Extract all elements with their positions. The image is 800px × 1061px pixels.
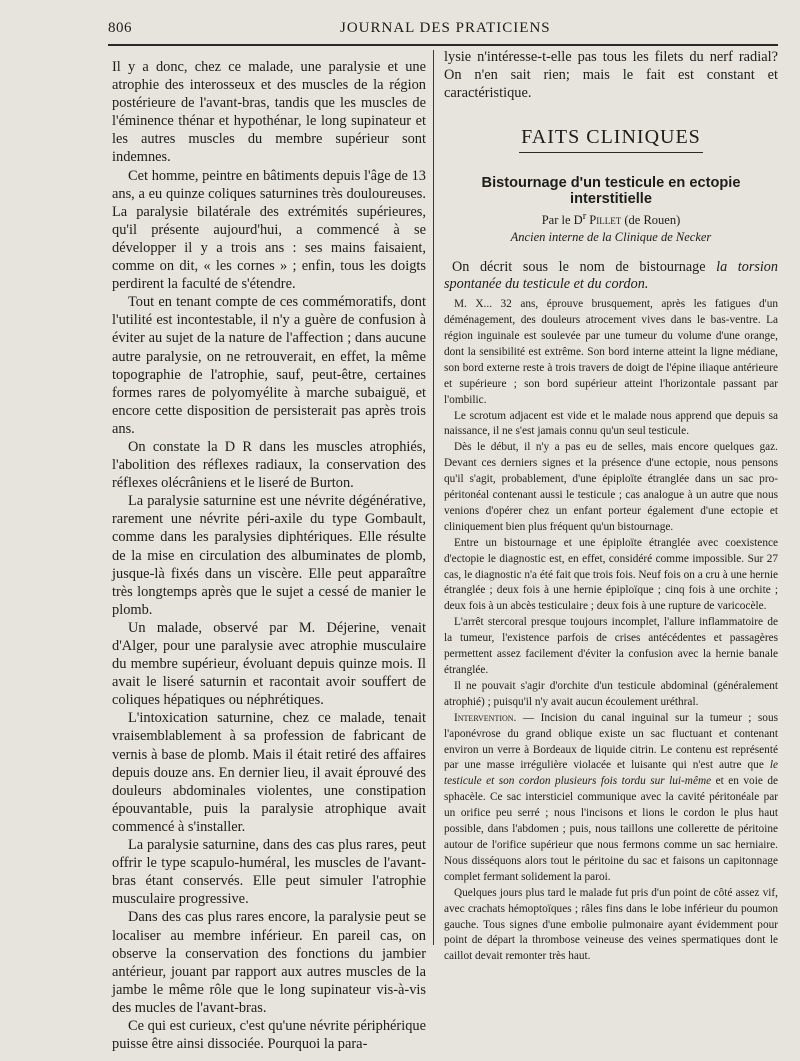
author-name: Pillet [589, 213, 622, 228]
intervention-paragraph [444, 711, 778, 886]
section-heading [444, 126, 778, 153]
right-column [444, 48, 778, 965]
left-paragraph-6: Un malade, observé par M. Déjerine, venait d'Alger, pour une paralysie avec atrophie musculaire du membre supérieur, évoluant depuis quinze mois. Il avait le liseré saturnin et racontait avoir souffert de coliques hépatiques ou néphrétiques. [112, 619, 426, 709]
header-rule [108, 44, 778, 46]
article-author [444, 211, 778, 228]
left-paragraph-10: Ce qui est curieux, c'est qu'une névrite périphérique puisse être ainsi dissociée. Pourquoi la para- [112, 1017, 426, 1053]
author-sup: r [582, 211, 587, 222]
page-header [108, 18, 778, 40]
left-paragraph-5: La paralysie saturnine est une névrite dégénérative, rarement une névrite péri-axile du type Gombault, comme dans les paralysies diphtériques. Elle résulte de la mise en circulation des albuminates de plomb, jusque-là fixés dans un viscère. Elle peut apparaître très longtemps après que le sujet a cessé de manier le plomb. [112, 493, 426, 618]
column-divider [433, 50, 434, 945]
intro-text: On décrit sous le nom de bistournage [452, 259, 717, 276]
article-title: Bistournage d'un testicule en ectopie interstitielle [481, 175, 741, 207]
case-paragraph-6: Il ne pouvait s'agir d'orchite d'un testicule abdominal (généralement atrophié) ; puisqu'il n'y avait aucun écoulement uréthral. [444, 679, 778, 708]
intervention-label: Intervention. [454, 711, 517, 724]
continuation-paragraph: lysie n'intéresse-t-elle pas tous les filets du nerf radial? On n'en sait rien; mais le fait est constant et caractéristique. [444, 49, 778, 101]
case-paragraph-4: Entre un bistournage et une épiploïte étranglée avec coexistence d'ectopie le diagnostic est, en effet, considéré comme impossible. Sur 27 cas, le diagnostic n'a été fait que trois fois. Neuf fois on a cru à une hernie étranglée ; deux fois à une hernie épiploïque ; cinq fois à une orchite ; deux fois à un abcès testiculaire ; deux fois à une rupture de varicocèle. [444, 536, 778, 613]
left-paragraph-3: Tout en tenant compte de ces commémoratifs, dont l'utilité est incontestable, il n'y a guère de confusion à éviter au sujet de la nature de l'affection ; dans aucune autre paralysie, on ne retrouverait, en effet, la même topographie de l'atrophie, sauf, peut-être, certaines formes rares de polyomyélite à marche subaiguë, et encore cette disposition de persisterait pas après trois ans. [112, 294, 426, 437]
intervention-italic: le testicule et son cordon plusieurs fois tordu sur lui-même [444, 759, 778, 788]
journal-title: JOURNAL DES PRATICIENS [340, 20, 551, 36]
left-column [112, 58, 426, 1053]
case-paragraph-last: Quelques jours plus tard le malade fut pris d'un point de côté assez vif, avec crachats hémoptoïques ; râles fins dans le lobe inférieur du poumon gauche. Tous signes d'une embolie pulmonaire ayant évidemment pour point de départ la thrombose veineuse des veines spermatiques dont le caillot devait remonter très haut. [444, 886, 778, 963]
case-paragraph-3: Dès le début, il n'y a pas eu de selles, mais encore quelques gaz. Devant ces derniers signes et la présence d'une ectopie, nous pensons qu'il s'agit, probablement, d'une épiploïte étranglée dans un sac pro-péritonéal contenant aussi le testicule ; cas analogue à un autre que nous venions d'opérer chez un enfant porteur également d'une ectopie et cliniquement bien plus fréquent qu'un bistournage. [444, 441, 778, 533]
case-paragraph-1: M. X... 32 ans, éprouve brusquement, après les fatigues d'un déménagement, des douleurs atrocement vives dans le bas-ventre. La région inguinale est soulevée par une tumeur du volume d'une orange, dont la sensibilité est extrême. Son bord interne atteint la ligne médiane, son bord externe reste à trois travers de doigt de l'épine iliaque antérieure et supérieure ; son bord supérieur atteint l'horizontale passant par l'ombilic. [444, 298, 778, 406]
section-title: FAITS CLINIQUES [519, 126, 703, 153]
author-affiliation: Ancien interne de la Clinique de Necker [510, 230, 712, 245]
author-prefix: Par le D [541, 213, 583, 228]
left-paragraph-7: L'intoxication saturnine, chez ce malade, tenait vraisemblablement à sa profession de fabricant de vernis à base de plomb. Mais il était retiré des affaires depuis douze ans. En dernier lieu, il avait éprouvé des douleurs abdominales violentes, une constipation épouvantable, puis la paralysie atrophique avait commencé à s'installer. [112, 710, 426, 835]
left-paragraph-1: Il y a donc, chez ce malade, une paralysie et une atrophie des interosseux et des muscles de la région postérieure de l'avant-bras, tandis que les muscles de l'éminence thénar et hypothénar, le long supinateur et les autres muscles du membre supérieur sont indemnes. [112, 59, 426, 166]
intervention-text-a: — Incision du canal inguinal sur la tumeur ; sous l'aponévrose du grand oblique existe un sac fluctuant et contenant environ un verre à Bordeaux de liquide citrin. Le contenu est représenté par une masse irrégulière violacée et luisante qui n'est autre que [444, 711, 778, 772]
left-paragraph-9: Dans des cas plus rares encore, la paralysie peut se localiser au membre inférieur. En pareil cas, on observe la conservation des fonctions du jambier antérieur, jouant par rapport aux autres muscles de la jambe le même rôle que le long supinateur vis-à-vis des mucles de l'avant-bras. [112, 909, 426, 1016]
case-report [444, 297, 778, 965]
intro-italic: la torsion spontanée du testicule et du cordon. [444, 259, 778, 293]
case-paragraph-2: Le scrotum adjacent est vide et le malade nous apprend que depuis sa naissance, il ne s'est jamais connu qu'un seul testicule. [444, 409, 778, 438]
article-intro [444, 259, 778, 293]
left-paragraph-8: La paralysie saturnine, dans des cas plus rares, peut offrir le type scapulo-huméral, les muscles de l'avant-bras étant conservés. Elle peut simuler l'atrophie musculaire progressive. [112, 837, 426, 908]
author-suffix: (de Rouen) [624, 213, 681, 228]
page-number: 806 [108, 20, 132, 36]
intervention-text-b: et en voie de sphacèle. Ce sac intersticiel communique avec la cavité péritonéale par un orifice peu serré ; nous l'incisons et lions le cordon le plus haut possible, dans l'abdomen ; puis, nous taillons une collerette de péritoine autour de l'orifice supérieur que nous fermons comme un sac herniaire. Nous disséquons alors tout le péritoine du sac et faisons un capitonnage complet fermant solidement la paroi. [444, 775, 778, 883]
case-paragraph-5: L'arrêt stercoral presque toujours incomplet, l'allure inflammatoire de la tumeur, l'existence parfois de crises antécédentes et passagères permettent assez facilement d'éviter la confusion avec la hernie banale étranglée. [444, 616, 778, 676]
left-paragraph-4: On constate la D R dans les muscles atrophiés, l'abolition des réflexes radiaux, la conservation des réflexes olécrâniens et le liseré de Burton. [112, 438, 426, 492]
left-paragraph-2: Cet homme, peintre en bâtiments depuis l'âge de 13 ans, a eu quinze coliques saturnines très douloureuses. La paralysie bilatérale des extrémités supérieures, qu'il présente aujourd'hui, a commencé à se développer il y a trois ans : ses mains faisaient, comme on dit, « les cornes » ; enfin, tous les doigts perdirent la faculté de s'étendre. [112, 167, 426, 293]
